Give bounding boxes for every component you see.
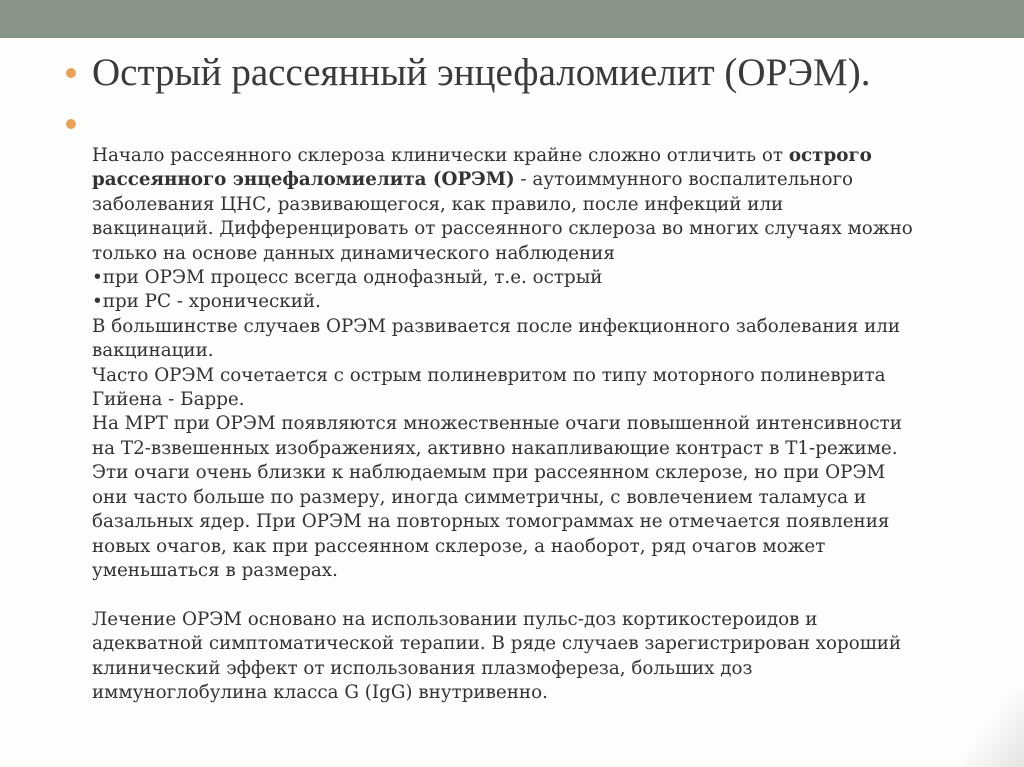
body-line: уменьшаться в размерах. (92, 559, 338, 581)
body-line: адекватной симптоматической терапии. В ряде случаев зарегистрирован хороший (92, 633, 902, 655)
body-line: вакцинаций. Дифференцировать от рассеянного склероза во многих случаях можно (92, 218, 913, 240)
list-item-orem: •при ОРЭМ процесс всегда однофазный, т.е. острый (92, 267, 603, 289)
slide-top-bar (0, 0, 1024, 38)
paragraph-gap (92, 583, 992, 607)
body-line (92, 144, 992, 168)
body-line: клинический эффект от использования плазмофереза, больших доз (92, 657, 753, 679)
title-bullet-icon (66, 68, 76, 78)
body-line: Эти очаги очень близки к наблюдаемым при рассеянном склерозе, но при ОРЭМ (92, 462, 886, 484)
body-line: Часто ОРЭМ сочетается с острым полиневритом по типу моторного полиневрита (92, 364, 886, 386)
body-text: - аутоиммунного воспалительного (514, 169, 854, 191)
list-item-rs: •при РС - хронический. (92, 291, 321, 313)
body-line: новых очагов, как при рассеянном склерозе, а наоборот, ряд очагов может (92, 535, 826, 557)
body-bold-text: рассеянного энцефаломиелита (ОРЭМ) (92, 169, 515, 191)
body-line: Гийена - Барре. (92, 389, 245, 411)
body-line: базальных ядер. При ОРЭМ на повторных томограммах не отмечается появления (92, 511, 890, 533)
body-line: вакцинации. (92, 340, 214, 362)
body-line: заболевания ЦНС, развивающегося, как правило, после инфекций или (92, 193, 784, 215)
body-line: они часто больше по размеру, иногда симметричны, с вовлечением таламуса и (92, 486, 867, 508)
body-text: Начало рассеянного склероза клинически крайне сложно отличить от (92, 145, 789, 166)
body-line: на Т2-взвешенных изображениях, активно накапливающие контраст в Т1-режиме. (92, 437, 898, 459)
content-bullet-icon (66, 119, 76, 129)
body-line: В большинстве случаев ОРЭМ развивается после инфекционного заболевания или (92, 315, 901, 337)
body-line: На МРТ при ОРЭМ появляются множественные очаги повышенной интенсивности (92, 413, 902, 435)
page-corner-shadow (964, 690, 1024, 767)
body-line: только на основе данных динамического наблюдения (92, 242, 615, 264)
slide-body (92, 144, 992, 705)
body-bold-text: острого (788, 145, 872, 166)
body-line: Лечение ОРЭМ основано на использовании пульс-доз кортикостероидов и (92, 608, 818, 630)
body-line: иммуноглобулина класса G (IgG) внутривенно. (92, 681, 548, 703)
slide-title: Острый рассеянный энцефаломиелит (ОРЭМ). (92, 51, 871, 94)
body-line (92, 168, 992, 192)
